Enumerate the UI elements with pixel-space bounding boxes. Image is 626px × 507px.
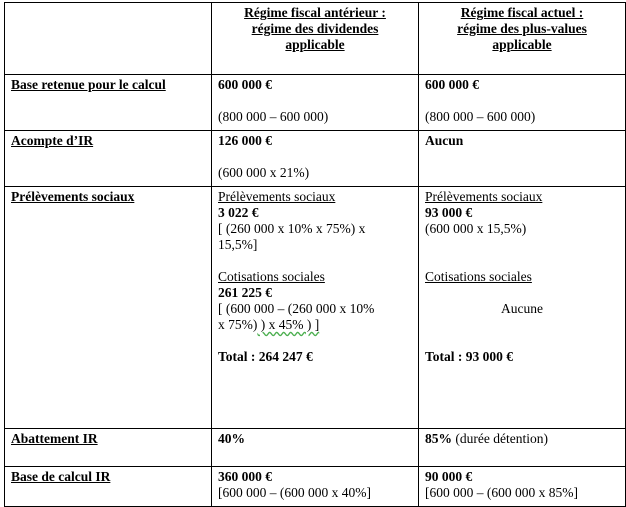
- cell-detail: [600 000 – (600 000 x 85%]: [425, 485, 578, 500]
- cell-value: Aucun: [425, 133, 464, 148]
- ps-title: Prélèvements sociaux: [425, 189, 543, 204]
- cell-base-anterieur: [212, 75, 419, 131]
- cell-value: 85%: [425, 431, 452, 446]
- header-line: régime des dividendes: [251, 21, 379, 36]
- cell-detail: (800 000 – 600 000): [218, 109, 329, 124]
- cell-detail: (800 000 – 600 000): [425, 109, 536, 124]
- comparison-table: [4, 2, 626, 507]
- cell-value: 360 000 €: [218, 469, 272, 484]
- cell-value: 90 000 €: [425, 469, 473, 484]
- cell-abattement-actuel: [419, 429, 626, 467]
- cs-title: Cotisations sociales: [218, 269, 325, 284]
- cell-abattement-anterieur: [212, 429, 419, 467]
- header-line: régime des plus-values: [457, 21, 587, 36]
- cell-prelevements-anterieur: [212, 187, 419, 429]
- cs-value: 261 225 €: [218, 285, 272, 300]
- ps-formula: [ (260 000 x 10% x 75%) x: [218, 221, 366, 236]
- row-label: Acompte d’IR: [5, 131, 212, 187]
- cell-acompte-actuel: [419, 131, 626, 187]
- header-line: Régime fiscal antérieur :: [244, 5, 386, 20]
- row-acompte: [5, 131, 626, 187]
- cs-formula-line: [218, 317, 412, 333]
- cell-base-ir-anterieur: [212, 467, 419, 507]
- cs-formula: [ (600 000 – (260 000 x 10%: [218, 301, 375, 316]
- row-label: Base retenue pour le calcul: [5, 75, 212, 131]
- header-col-actuel: [419, 3, 626, 75]
- cs-formula-part: x 75%): [218, 317, 258, 332]
- header-col-anterieur: [212, 3, 419, 75]
- header-row: [5, 3, 626, 75]
- ps-value: 3 022 €: [218, 205, 259, 220]
- cs-title: Cotisations sociales: [425, 269, 532, 284]
- cell-value: 600 000 €: [218, 77, 272, 92]
- cell-value: 40%: [218, 431, 245, 446]
- cell-base-actuel: [419, 75, 626, 131]
- total-value: Total : 93 000 €: [425, 349, 514, 364]
- row-label: Base de calcul IR: [5, 467, 212, 507]
- row-abattement: [5, 429, 626, 467]
- row-label: Abattement IR: [5, 429, 212, 467]
- total-value: Total : 264 247 €: [218, 349, 313, 364]
- cs-formula-part: ) x 45% ) ]: [257, 317, 320, 332]
- row-base: [5, 75, 626, 131]
- row-prelevements: [5, 187, 626, 429]
- cell-note: (durée détention): [452, 431, 548, 446]
- row-label: Prélèvements sociaux: [5, 187, 212, 429]
- row-base-ir: [5, 467, 626, 507]
- header-empty-cell: [5, 3, 212, 75]
- cell-detail: (600 000 x 21%): [218, 165, 310, 180]
- ps-title: Prélèvements sociaux: [218, 189, 336, 204]
- header-line: Régime fiscal actuel :: [460, 5, 584, 20]
- cell-prelevements-actuel: [419, 187, 626, 429]
- ps-formula: (600 000 x 15,5%): [425, 221, 527, 236]
- cell-value: 126 000 €: [218, 133, 272, 148]
- header-line: applicable: [492, 37, 552, 52]
- ps-value: 93 000 €: [425, 205, 473, 220]
- cs-value: Aucune: [501, 301, 543, 316]
- cell-acompte-anterieur: [212, 131, 419, 187]
- cell-value: 600 000 €: [425, 77, 479, 92]
- cell-base-ir-actuel: [419, 467, 626, 507]
- cell-detail: [600 000 – (600 000 x 40%]: [218, 485, 371, 500]
- header-line: applicable: [285, 37, 345, 52]
- ps-formula: 15,5%]: [218, 237, 258, 252]
